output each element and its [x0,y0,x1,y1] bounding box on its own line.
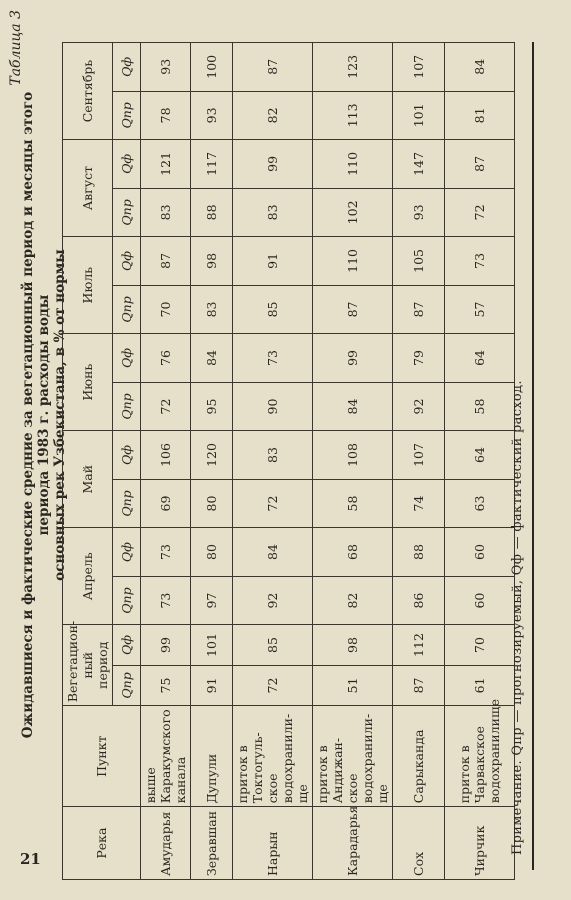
cell-value: 98 [191,237,233,286]
cell-value: 120 [191,431,233,480]
cell-point: приток в Токтогуль-ское водохранили-ще [233,706,313,807]
cell-value: 147 [393,140,445,189]
header-period-september: Сентябрь [63,43,113,140]
cell-value: 58 [445,382,515,431]
header-river: Река [63,807,141,880]
header-q-f: Qф [113,140,141,189]
cell-value: 87 [445,140,515,189]
header-q-f: Qф [113,43,141,92]
table-row [393,43,445,880]
header-q-f: Qф [113,334,141,383]
cell-value: 87 [393,285,445,334]
cell-value: 117 [191,140,233,189]
cell-value: 93 [191,91,233,140]
cell-value: 95 [191,382,233,431]
cell-value: 92 [233,576,313,625]
table-note: Примечание. Qпр — прогнозируемый, Qф — фактический расход. [510,380,525,855]
cell-value: 64 [445,431,515,480]
header-q-pr: Qпр [113,479,141,528]
cell-point: приток в Андижан-ское водохранили-ще [313,706,393,807]
cell-value: 74 [393,479,445,528]
cell-value: 91 [191,665,233,705]
cell-river: Карадарья [313,807,393,880]
cell-value: 81 [445,91,515,140]
cell-value: 97 [191,576,233,625]
cell-value: 83 [141,188,191,237]
cell-value: 112 [393,625,445,665]
cell-value: 84 [233,528,313,577]
table-row [445,43,515,880]
header-period-may: Май [63,431,113,528]
cell-value: 72 [233,665,313,705]
cell-value: 73 [141,576,191,625]
footer-rule [532,42,534,870]
cell-value: 72 [233,479,313,528]
cell-value: 86 [393,576,445,625]
header-period-june: Июнь [63,334,113,431]
cell-value: 87 [313,285,393,334]
table-row [233,43,313,880]
cell-value: 107 [393,431,445,480]
cell-value: 73 [233,334,313,383]
cell-value: 93 [141,43,191,92]
header-period-august: Август [63,140,113,237]
cell-river: Сох [393,807,445,880]
cell-value: 64 [445,334,515,383]
cell-value: 68 [313,528,393,577]
cell-value: 72 [141,382,191,431]
cell-value: 76 [141,334,191,383]
cell-value: 92 [393,382,445,431]
title-line-2: основных рек Узбекистана, в % от нормы [52,249,68,581]
cell-value: 60 [445,528,515,577]
header-q-pr: Qпр [113,91,141,140]
header-q-pr: Qпр [113,188,141,237]
page-number: 21 [20,850,41,868]
cell-river: Зеравшан [191,807,233,880]
cell-value: 99 [313,334,393,383]
cell-value: 110 [313,140,393,189]
header-period-vegetation: Вегетацион-ный период [63,625,113,706]
cell-value: 83 [191,285,233,334]
cell-value: 87 [141,237,191,286]
cell-river: Нарын [233,807,313,880]
cell-value: 99 [233,140,313,189]
cell-value: 83 [233,188,313,237]
cell-value: 69 [141,479,191,528]
cell-value: 73 [445,237,515,286]
cell-value: 85 [233,285,313,334]
header-period-april: Апрель [63,528,113,625]
cell-river: Чирчик [445,807,515,880]
cell-value: 84 [191,334,233,383]
cell-value: 113 [313,91,393,140]
cell-value: 101 [393,91,445,140]
table-label: Таблица 3 [8,10,24,86]
cell-value: 105 [393,237,445,286]
cell-value: 88 [191,188,233,237]
cell-value: 82 [233,91,313,140]
cell-point: выше Каракумского канала [141,706,191,807]
header-q-f: Qф [113,431,141,480]
table-title [20,70,68,760]
cell-value: 58 [313,479,393,528]
cell-value: 121 [141,140,191,189]
cell-value: 70 [141,285,191,334]
table-row [141,43,191,880]
cell-value: 93 [393,188,445,237]
cell-point: приток в Чарвакское водохранилище [445,706,515,807]
header-q-f: Qф [113,237,141,286]
cell-value: 51 [313,665,393,705]
cell-value: 102 [313,188,393,237]
cell-value: 80 [191,528,233,577]
cell-value: 57 [445,285,515,334]
cell-value: 100 [191,43,233,92]
cell-point: Дупули [191,706,233,807]
cell-value: 84 [313,382,393,431]
data-table [62,42,515,880]
cell-value: 90 [233,382,313,431]
cell-value: 79 [393,334,445,383]
cell-value: 83 [233,431,313,480]
cell-value: 82 [313,576,393,625]
table-row [191,43,233,880]
header-point: Пункт [63,706,141,807]
table-body [141,43,515,880]
header-q-pr: Qпр [113,285,141,334]
cell-value: 78 [141,91,191,140]
cell-value: 110 [313,237,393,286]
cell-value: 80 [191,479,233,528]
cell-value: 85 [233,625,313,665]
cell-value: 87 [233,43,313,92]
table-row [313,43,393,880]
cell-value: 101 [191,625,233,665]
cell-value: 91 [233,237,313,286]
cell-value: 84 [445,43,515,92]
header-q-pr: Qпр [113,665,141,705]
title-line-1: Ожидавшиеся и фактические средние за вегетационный период и месяцы этого периода 1983 г. расходы воды [20,91,52,739]
cell-river: Амударья [141,807,191,880]
cell-value: 88 [393,528,445,577]
header-q-f: Qф [113,528,141,577]
header-q-pr: Qпр [113,576,141,625]
cell-value: 108 [313,431,393,480]
cell-value: 70 [445,625,515,665]
cell-value: 75 [141,665,191,705]
cell-value: 87 [393,665,445,705]
cell-value: 123 [313,43,393,92]
header-q-f: Qф [113,625,141,665]
header-period-july: Июль [63,237,113,334]
cell-value: 98 [313,625,393,665]
cell-value: 63 [445,479,515,528]
cell-value: 99 [141,625,191,665]
cell-point: Сарыканда [393,706,445,807]
cell-value: 106 [141,431,191,480]
cell-value: 107 [393,43,445,92]
cell-value: 73 [141,528,191,577]
cell-value: 60 [445,576,515,625]
cell-value: 72 [445,188,515,237]
cell-value: 61 [445,665,515,705]
header-q-pr: Qпр [113,382,141,431]
